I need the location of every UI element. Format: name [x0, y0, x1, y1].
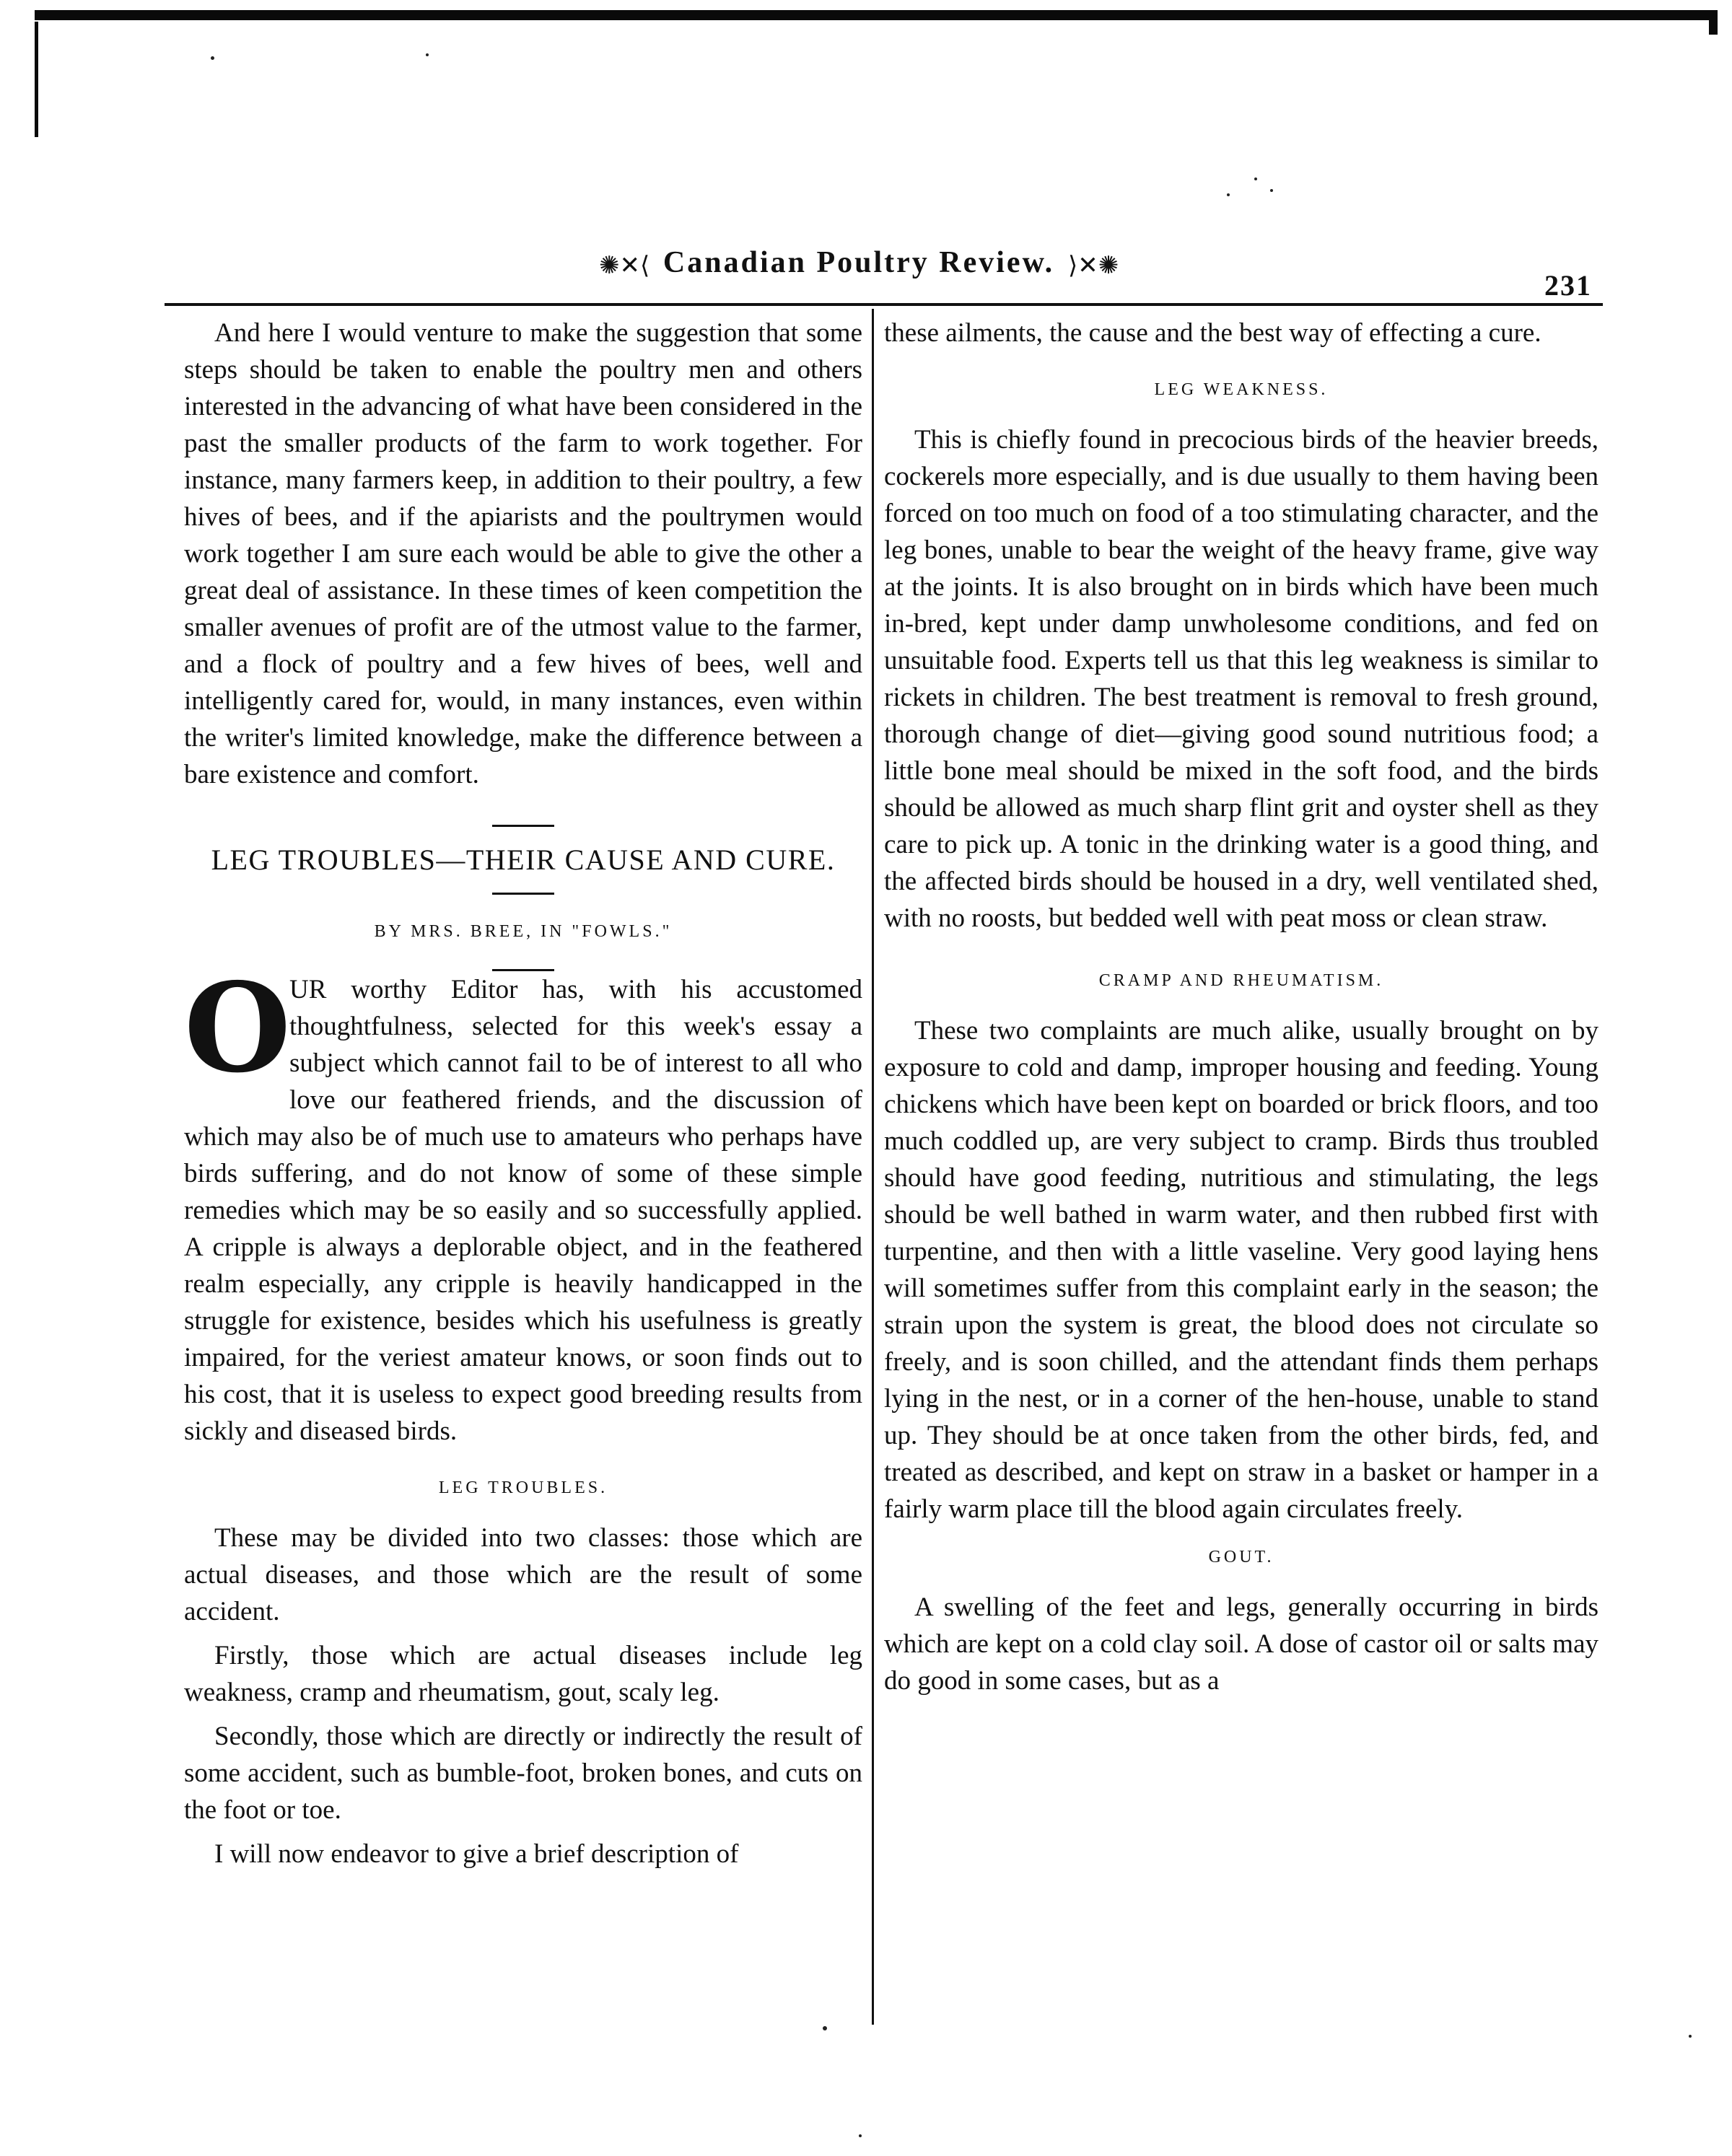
left-column: [184, 315, 862, 1872]
leg-weakness-heading: LEG WEAKNESS.: [1154, 380, 1329, 399]
article-title: LEG TROUBLES—THEIR CAUSE AND CURE.: [211, 843, 836, 876]
leg-troubles-heading: LEG TROUBLES.: [438, 1478, 608, 1497]
scan-speck: [1254, 178, 1257, 180]
cramp-paragraph: These two complaints are much alike, usually brought on by exposure to cold and damp, improper housing and feeding. Young chickens which have been kept on boarded or brick floors, and too much coddled up, are very subject to cramp. Birds thus troubled should have good feeding, nutritious and stimulating, the legs should be well bathed in warm water, and then rubbed first with turpentine, and then with a little vaseline. Very good laying hens will sometimes suffer from this complaint early in the season; the strain upon the system is great, the blood does not circulate so freely, and is soon chilled, and the attendant finds them perhaps lying in the nest, or in a corner of the hen-house, unable to stand up. They should be at once taken from the other birds, fed, and treated as described, and kept on straw in a basket or hamper in a fairly warm place till the blood again circulates freely.: [884, 1016, 1598, 1524]
scan-speck: [823, 2026, 827, 2030]
masthead-flourish-right-icon: ⟩✕✺: [1068, 251, 1119, 280]
header-rule: [165, 303, 1603, 306]
page-border-left: [35, 22, 38, 137]
section-rule: [492, 893, 554, 895]
continuation-paragraph: these ailments, the cause and the best way of effecting a cure.: [884, 318, 1541, 348]
gout-heading: GOUT.: [1208, 1548, 1274, 1566]
scan-speck: [426, 53, 429, 56]
leg-troubles-paragraph: Secondly, those which are directly or indirectly the result of some accident, such as bumble-foot, broken bones, and cuts on the foot or toe.: [184, 1722, 862, 1825]
page-border-top: [35, 10, 1716, 20]
opening-lead-word: UR: [289, 975, 327, 1004]
right-column: [884, 315, 1598, 1699]
article-byline: BY MRS. BREE, IN "FOWLS.": [374, 922, 673, 941]
scan-speck: [1227, 193, 1230, 196]
page-border-right: [1709, 10, 1718, 35]
scan-speck: [1689, 2035, 1692, 2038]
opening-paragraph: [184, 956, 862, 1450]
leg-weakness-paragraph: This is chiefly found in precocious birds of the heavier breeds, cockerels more especially, and is due usually to them having been forced on too much on food of a too stimulating character, and the leg bones, unable to bear the weight of the heavy frame, give way at the joints. It is also brought on in birds which have been much in-bred, kept under damp unwholesome conditions, and fed on unsuitable food. Experts tell us that this leg weakness is similar to rickets in children. The best treatment is removal to fresh ground, thorough change of diet—giving good sound nutritious food; a little bone meal should be mixed in the soft food, and the birds should be allowed as much sharp flint grit and oyster shell as they care to pick up. A tonic in the drinking water is a good thing, and the affected birds should be housed in a dry, well ventilated shed, with no roosts, but bedded well with peat moss or clean straw.: [884, 425, 1598, 933]
page-number: 231: [1544, 269, 1592, 302]
ornamental-drop-cap: O: [184, 956, 292, 1100]
intro-paragraph: And here I would venture to make the suggestion that some steps should be taken to enable the poultry men and others interested in the advancing of what have been considered in the past the smaller products of the farm to work together. For instance, many farmers keep, in addition to their poultry, a few hives of bees, and if the apiarists and the poultrymen would work together I am sure each would be able to give the other a great deal of assistance. In these times of keen competition the smaller avenues of profit are of the utmost value to the farmer, and a flock of poultry and a few hives of bees, well and intelligently cared for, would, in many instances, even within the writer's limited knowledge, make the difference between a bare existence and comfort.: [184, 318, 862, 789]
scan-speck: [1270, 189, 1273, 192]
leg-troubles-paragraph: These may be divided into two classes: those which are actual diseases, and those which are the result of some accident.: [184, 1523, 862, 1626]
masthead-flourish-left-icon: ✺✕⟨: [599, 251, 650, 280]
scan-speck: [859, 2134, 862, 2137]
leg-troubles-paragraph: Firstly, those which are actual diseases include leg weakness, cramp and rheumatism, gout, scaly leg.: [184, 1641, 862, 1707]
gout-paragraph: A swelling of the feet and legs, generally occurring in birds which are kept on a cold clay soil. A dose of castor oil or salts may do good in some cases, but as a: [884, 1592, 1598, 1696]
opening-paragraph-text: worthy Editor has, with his accustomed thoughtfulness, selected for this week's essay a subject which cannot fail to be of interest to all who love our feathered friends, and the discussion of which may also be of much use to amateurs who perhaps have birds suffering, and do not know of some of these simple remedies which may be so easily and so successfully applied. A cripple is always a deplorable object, and in the feathered realm especially, any cripple is heavily handicapped in the struggle for existence, besides which his usefulness is greatly impaired, for the veriest amateur knows, or soon finds out to his cost, that it is useless to expect good breeding results from sickly and diseased birds.: [184, 975, 862, 1446]
section-rule: [492, 825, 554, 827]
cramp-heading: CRAMP AND RHEUMATISM.: [1098, 971, 1384, 990]
scan-speck: [211, 56, 214, 60]
masthead: [570, 231, 1147, 296]
masthead-title: Canadian Poultry Review.: [662, 246, 1055, 279]
column-divider: [872, 309, 874, 2025]
leg-troubles-paragraph: I will now endeavor to give a brief description of: [214, 1839, 739, 1869]
